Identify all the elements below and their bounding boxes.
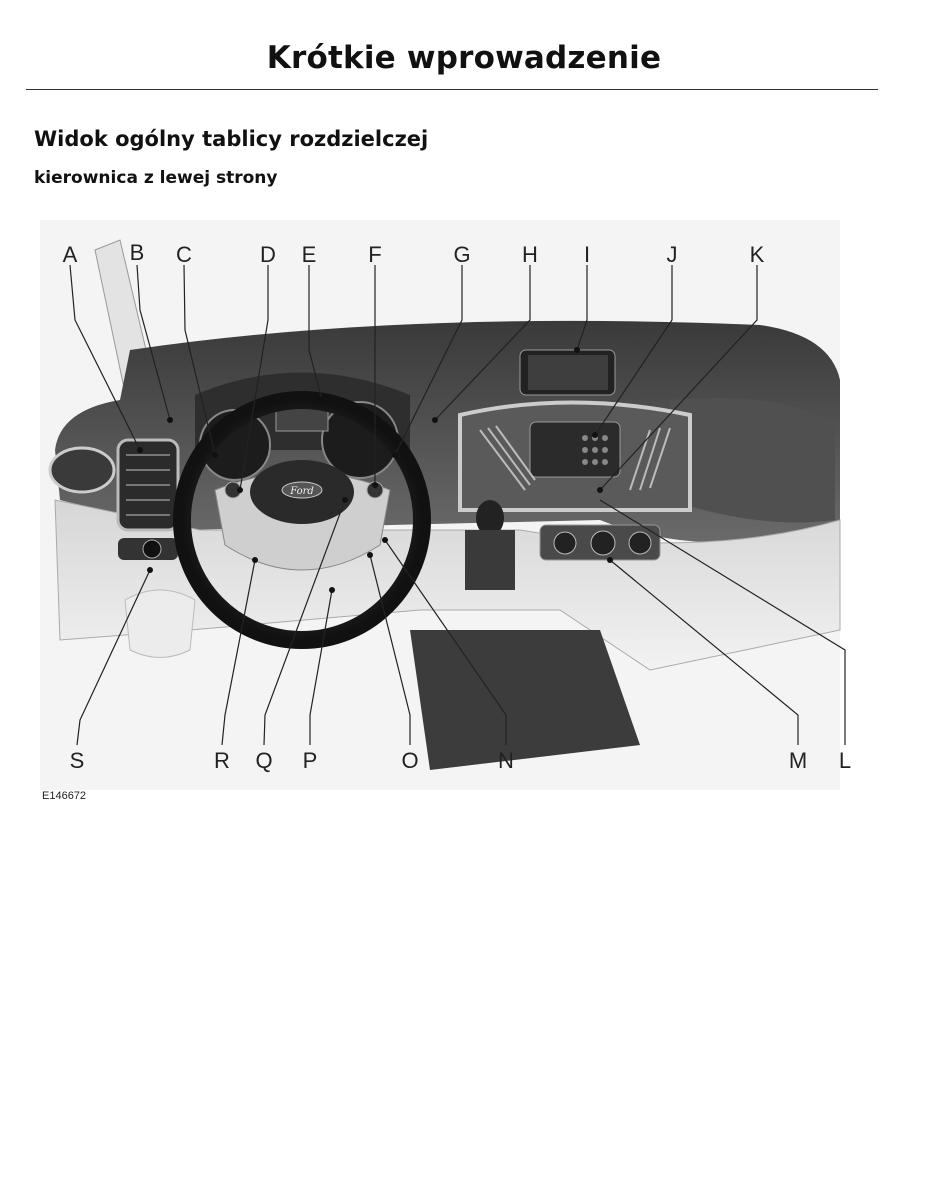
- callout-d: D: [260, 242, 276, 267]
- callout-m: M: [788, 748, 808, 773]
- callout-e: E: [301, 242, 317, 267]
- climate-knob-left: [554, 532, 576, 554]
- section-title: Widok ogólny tablicy rozdzielczej: [34, 127, 429, 151]
- page-title: Krótkie wprowadzenie: [266, 40, 662, 76]
- callout-p: P: [302, 748, 318, 773]
- dashboard-illustration: [0, 200, 928, 820]
- climate-knob-center: [591, 531, 615, 555]
- callout-b: B: [129, 240, 145, 265]
- ford-badge-text: Ford: [290, 486, 314, 497]
- light-switch-knob: [143, 540, 161, 558]
- gear-boot: [465, 530, 515, 590]
- callout-g: G: [453, 242, 471, 267]
- callout-r: R: [214, 748, 230, 773]
- callout-s: S: [69, 748, 85, 773]
- callout-j: J: [666, 242, 678, 267]
- dashboard-drawing: [0, 200, 928, 820]
- callout-a: A: [62, 242, 78, 267]
- climate-knob-right: [629, 532, 651, 554]
- display-screen: [528, 355, 608, 390]
- callout-h: H: [522, 242, 538, 267]
- floor-console: [410, 630, 640, 770]
- figure-id: E146672: [42, 790, 87, 802]
- audio-keypad: [582, 435, 608, 465]
- cup-holder: [50, 448, 114, 492]
- section-subtitle: kierownica z lewej strony: [34, 168, 278, 188]
- callout-q: Q: [255, 748, 273, 773]
- title-divider: [26, 89, 878, 90]
- callout-o: O: [401, 748, 419, 773]
- callout-i: I: [583, 242, 591, 267]
- callout-k: K: [749, 242, 765, 267]
- callout-n: N: [498, 748, 514, 773]
- passenger-dash: [670, 398, 835, 523]
- callout-f: F: [368, 242, 382, 267]
- callout-l: L: [838, 748, 852, 773]
- callout-c: C: [176, 242, 192, 267]
